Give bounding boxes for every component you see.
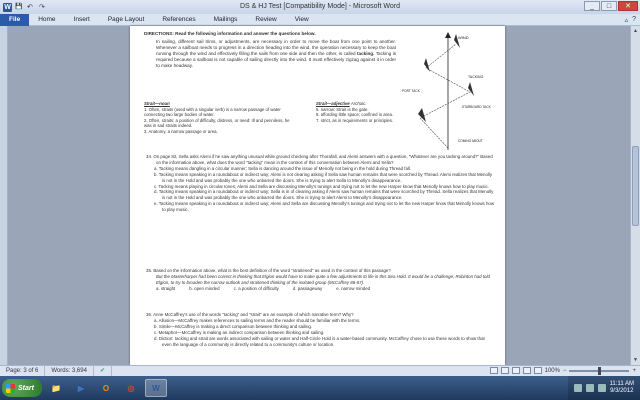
window-controls [584, 1, 638, 11]
sailboat-icon [418, 108, 426, 122]
vocab-right-item: 7. strict, as in requirements or principles. [316, 117, 394, 123]
q36-option: d. Diction: tacking and strait are words associated with sailing or water and Half-Circle Hold is a water-based community. McCaffrey chose to use these words to show that even the language of a community is directly related to a community's culture or location. [154, 335, 485, 347]
directions-line [144, 31, 394, 37]
start-button[interactable] [2, 379, 42, 397]
directions-label: DIRECTIONS: [144, 31, 174, 36]
scroll-thumb[interactable] [632, 146, 639, 226]
q34-stem: On page 82, Sella asks Alemi if he saw anything unusual while ground checking after Thorafall, and Alemi answers with a question, "Whatever are you tacking around?" Based on the information above, what does the word "tacking" mean in the context of this conversation between Alemi and Sella? [153, 154, 493, 165]
zigzag-course [420, 44, 470, 148]
tab-view[interactable]: View [294, 15, 309, 23]
intro-paragraph [156, 39, 396, 69]
window-title: DS & HJ Test [Compatibility Mode] - Microsoft Word [239, 3, 400, 10]
q34-option: b. Tacking means speaking in a roundabout or indirect way; Alemi is not clearing asking if Sella saw human remains that were scorched by Thread. Alemi realizes that Menolly is not in the Hold and was probably the one who unbarred the doors. She is trying to alert Sella to Menolly's disappearance. [154, 171, 493, 183]
question-35 [144, 268, 494, 292]
sailboat-icon [424, 58, 430, 72]
intro-text: In sailing, different sail trims, or adjustments, are necessary in order to move the boat from one point to another. Whenever a sailboat needs to progress in a direction heading into the wind, the operation necessary to keep the boat running through the wind and effectively filling the sails from one side and then the other, is called [156, 39, 396, 57]
outline-view-icon[interactable] [523, 367, 531, 374]
q36-option: c. Metaphor—McCaffrey is making an indirect comparison between thinking and sailing. [154, 329, 325, 335]
vocab-left-item: 1. Often, straits (used with a singular verb) is a narrow passage of water connecting two large bodies of water. [144, 106, 281, 118]
vocab-strait-noun [144, 101, 292, 135]
vocab-left-item: 3. Anatomy. a narrow passage or area. [144, 128, 218, 134]
q36-option: b. Simile—McCaffrey is making a direct comparison between thinking and sailing. [154, 323, 313, 329]
vocab-left-pos: —noun [154, 101, 170, 106]
taskbar-clock[interactable] [610, 381, 634, 395]
q35-option: e. narrow minded [336, 285, 371, 291]
q35-option: b. open minded [189, 285, 220, 291]
tacking-diagram [398, 30, 498, 155]
scroll-down-icon[interactable]: ▼ [633, 357, 638, 363]
directions-text: Read the following information and answer the questions below. [175, 31, 316, 36]
close-button[interactable]: ✕ [618, 1, 638, 11]
tab-page-layout[interactable]: Page Layout [107, 15, 145, 23]
taskbar-word-icon[interactable]: W [145, 379, 167, 397]
question-34 [144, 154, 494, 213]
tab-review[interactable]: Review [255, 15, 277, 23]
vertical-ruler [0, 26, 8, 365]
zoom-in-icon[interactable]: + [632, 367, 636, 374]
vocab-right-item: 6. affording little space; confined in area. [316, 112, 394, 118]
ribbon-tabs [0, 14, 640, 26]
diagram-label-coming-about: COMING ABOUT [458, 139, 483, 143]
vocab-left-title: Strait [144, 101, 155, 106]
q35-quote: But the Masterharper had been correct in thinking that Elgion would have to make quite a few adjustments to life in this Sea Hold. It would be a challenge, Robinton had told Elgion, to try to broaden the narrow outlook and straitened thinking of the isolated group (McCaffrey 86-87). [156, 273, 490, 285]
intro-tail: Tacking is required because a sailboat is not capable of sailing directly into the wind. It must effectively zigzag against it in order to make headway. [156, 51, 397, 69]
tab-file[interactable]: File [0, 14, 29, 26]
q36-number: 36. [146, 312, 153, 317]
ribbon-right-controls [625, 16, 636, 24]
q34-option: e. Tacking means speaking in a roundabout or indirect way; Alemi and Sella are discussing Menolly's tunings and trying not to let the new Harper know that Menolly knows how to play music. [154, 201, 494, 213]
windows-logo-icon [6, 384, 15, 393]
clock-date: 9/3/2012 [610, 388, 634, 394]
maximize-button[interactable]: □ [601, 1, 617, 11]
tab-home[interactable]: Home [38, 15, 56, 23]
q35-option: a. straight [156, 285, 176, 291]
q34-option: d. Tacking means speaking in a roundabout or indirect way; Sella is in of clearing asking if Alemi saw human remains that were scorched by Thread. Sella realizes that Menolly is not in the Hold and was probably the one who unbarred the doors. She is trying to alert Alemi to Menolly's disappearance. [154, 189, 494, 201]
taskbar-outlook-icon[interactable]: O [102, 383, 110, 393]
tray-flag-icon[interactable] [598, 384, 606, 392]
q35-option: d. passageway [292, 285, 323, 291]
vocab-left-item: 2. Often, straits: a position of difficulty, distress, or need: Ill and penniless, he was in sad straits indeed. [144, 117, 290, 129]
word-count[interactable]: Words: 3,694 [45, 366, 94, 377]
scroll-up-icon[interactable]: ▲ [633, 28, 638, 34]
word-app-icon[interactable]: W [4, 3, 11, 11]
quick-access-toolbar [0, 3, 48, 12]
draft-view-icon[interactable] [534, 367, 542, 374]
tab-references[interactable]: References [162, 15, 196, 23]
windows-taskbar [0, 376, 640, 400]
q35-option: c. a position of difficulty [233, 285, 279, 291]
q34-option: a. Tacking means dangling in a circular manner; Sella is dancing around the issue of Menolly not being in the hold during Thread fall. [154, 165, 412, 171]
q34-number: 34. [146, 154, 153, 159]
help-icon[interactable]: ? [632, 16, 636, 23]
vocab-right-title: Strait [316, 101, 327, 106]
tab-mailings[interactable]: Mailings [213, 15, 238, 23]
taskbar-chrome-icon[interactable]: ◎ [127, 383, 135, 393]
clock-time: 11:11 AM [609, 381, 634, 387]
tab-insert[interactable]: Insert [73, 15, 90, 23]
title-bar [0, 0, 640, 14]
tray-volume-icon[interactable] [586, 384, 594, 392]
diagram-label-tacking: TACKING [468, 75, 484, 79]
question-36 [144, 312, 494, 347]
print-layout-view-icon[interactable] [490, 367, 498, 374]
undo-icon[interactable]: ↶ [27, 3, 33, 11]
diagram-label-wind: WIND [458, 35, 469, 40]
proofing-icon[interactable]: ✔ [94, 366, 112, 377]
wind-arrow-icon [445, 32, 451, 38]
vocab-right-pos: —adjective [326, 101, 350, 106]
q34-option: c. Tacking means playing in circular tones; Alemi and Sella are discussing Menolly's tunings and trying not to let the new Harper know that Menolly knows how to play music. [154, 183, 489, 189]
vocab-right-item: 5. narrow: Strait is the gate. [316, 106, 369, 112]
save-icon[interactable]: 💾 [15, 3, 23, 10]
vertical-scrollbar[interactable] [630, 26, 640, 365]
zoom-out-icon[interactable]: − [562, 367, 567, 374]
start-label: Start [18, 384, 34, 392]
zoom-level[interactable]: 100% [544, 367, 560, 374]
full-screen-view-icon[interactable] [501, 367, 509, 374]
system-tray [568, 376, 640, 400]
vocab-strait-adjective [316, 101, 396, 123]
vocab-right-alt: Archaic. [350, 101, 367, 106]
status-bar [0, 365, 640, 376]
taskbar-media-player-icon[interactable]: ▶ [77, 383, 85, 393]
intro-term: tacking. [357, 51, 375, 57]
sailboat-icon [468, 82, 474, 96]
document-page[interactable] [130, 26, 505, 365]
q35-number: 35. [146, 268, 153, 273]
q36-stem: Anne McCaffrey's use of the words "tacking" and "strait" are an example of which narrative term? Why? [153, 312, 354, 317]
taskbar-explorer-icon[interactable]: 📁 [50, 383, 61, 393]
redo-icon[interactable]: ↷ [39, 3, 45, 11]
q36-option: a. Allusion—McCaffrey makes references to sailing terms and the reader should be familiar with the terms. [154, 317, 361, 323]
page-count[interactable]: Page: 3 of 6 [0, 366, 45, 377]
zoom-slider-knob[interactable] [598, 367, 601, 375]
tray-network-icon[interactable] [574, 384, 582, 392]
minimize-button[interactable]: _ [584, 1, 600, 11]
diagram-label-starboard: STARBOARD TACK [462, 105, 491, 109]
zoom-slider[interactable] [569, 370, 629, 372]
web-layout-view-icon[interactable] [512, 367, 520, 374]
ribbon-collapse-icon[interactable]: ▵ [624, 17, 629, 24]
q35-stem: Based on the information above, what is the best definition of the word "straitened" as used in the context of this passage? [153, 268, 391, 273]
diagram-label-port: PORT TACK [402, 89, 420, 93]
view-zoom-controls [490, 367, 636, 374]
q35-options [144, 286, 494, 292]
